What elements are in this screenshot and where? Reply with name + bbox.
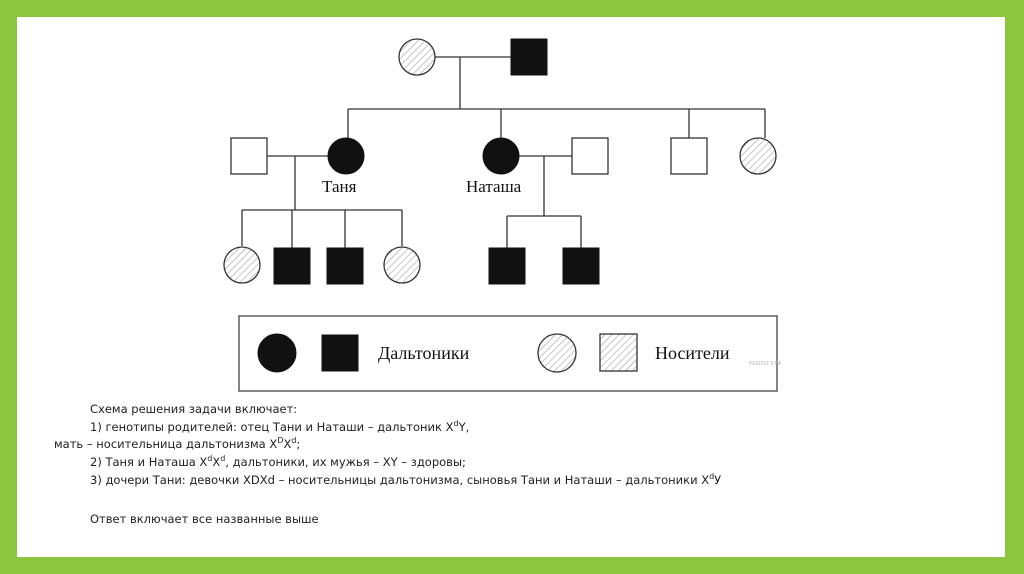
natasha-name-label: Наташа	[466, 177, 522, 196]
tanya-name-label: Таня	[322, 177, 357, 196]
line2-mid: X	[283, 437, 292, 451]
line2-superscript-2: d	[291, 436, 297, 446]
solution-line-2	[54, 436, 300, 454]
line3-text: 2) Таня и Наташа X	[90, 455, 208, 469]
line1-text: 1) генотипы родителей: отец Тани и Наташи – дальтоник X	[90, 420, 454, 434]
line2-superscript-1: D	[277, 436, 284, 446]
legend-watermark: РЕШУЕГЭ.РФ	[749, 361, 782, 367]
legend-carrier-label: Носители	[655, 343, 730, 363]
brother-healthy-square	[671, 138, 707, 174]
tanya-daughter1-carrier-circle	[224, 247, 260, 283]
tanya-daughter2-carrier-circle	[384, 247, 420, 283]
natasha-husband-square	[572, 138, 608, 174]
line3-tail: , дальтоники, их мужья – XY – здоровы;	[225, 455, 466, 469]
natasha-son2-affected-square	[563, 248, 599, 284]
grandfather-affected-square	[511, 39, 547, 75]
natasha-affected-circle	[483, 138, 519, 174]
sister-carrier-circle	[740, 138, 776, 174]
tanya-son2-affected-square	[327, 248, 363, 284]
tanya-affected-circle	[328, 138, 364, 174]
line1-tail: Y,	[458, 420, 470, 434]
tanya-son1-affected-square	[274, 248, 310, 284]
tanya-husband-square	[231, 138, 267, 174]
legend-affected-square	[322, 335, 358, 371]
legend-carrier-circle	[538, 334, 576, 372]
line4-superscript: d	[709, 472, 715, 482]
legend-affected-circle	[258, 334, 296, 372]
line4-tail: У	[714, 473, 722, 487]
line2-tail: ;	[296, 437, 301, 451]
slide-canvas	[17, 17, 1005, 557]
line3-mid: X	[212, 455, 221, 469]
line3-superscript-2: d	[220, 454, 226, 464]
pedigree-diagram	[17, 17, 1005, 401]
solution-line-3	[90, 454, 466, 472]
line3-superscript-1: d	[207, 454, 213, 464]
grandmother-carrier-circle	[399, 39, 435, 75]
legend-affected-label: Дальтоники	[378, 343, 470, 363]
solution-line-4	[90, 472, 721, 490]
line4-text: 3) дочери Тани: девочки XDXd – носительницы дальтонизма, сыновья Тани и Наташи – дальтоники X	[90, 473, 710, 487]
natasha-son1-affected-square	[489, 248, 525, 284]
line2-text: мать – носительница дальтонизма X	[54, 437, 278, 451]
legend-carrier-square	[600, 334, 637, 371]
solution-answer: Ответ включает все названные выше	[90, 512, 319, 526]
solution-heading: Схема решения задачи включает:	[90, 402, 298, 416]
solution-line-1	[90, 419, 469, 437]
line1-superscript: d	[453, 419, 459, 429]
